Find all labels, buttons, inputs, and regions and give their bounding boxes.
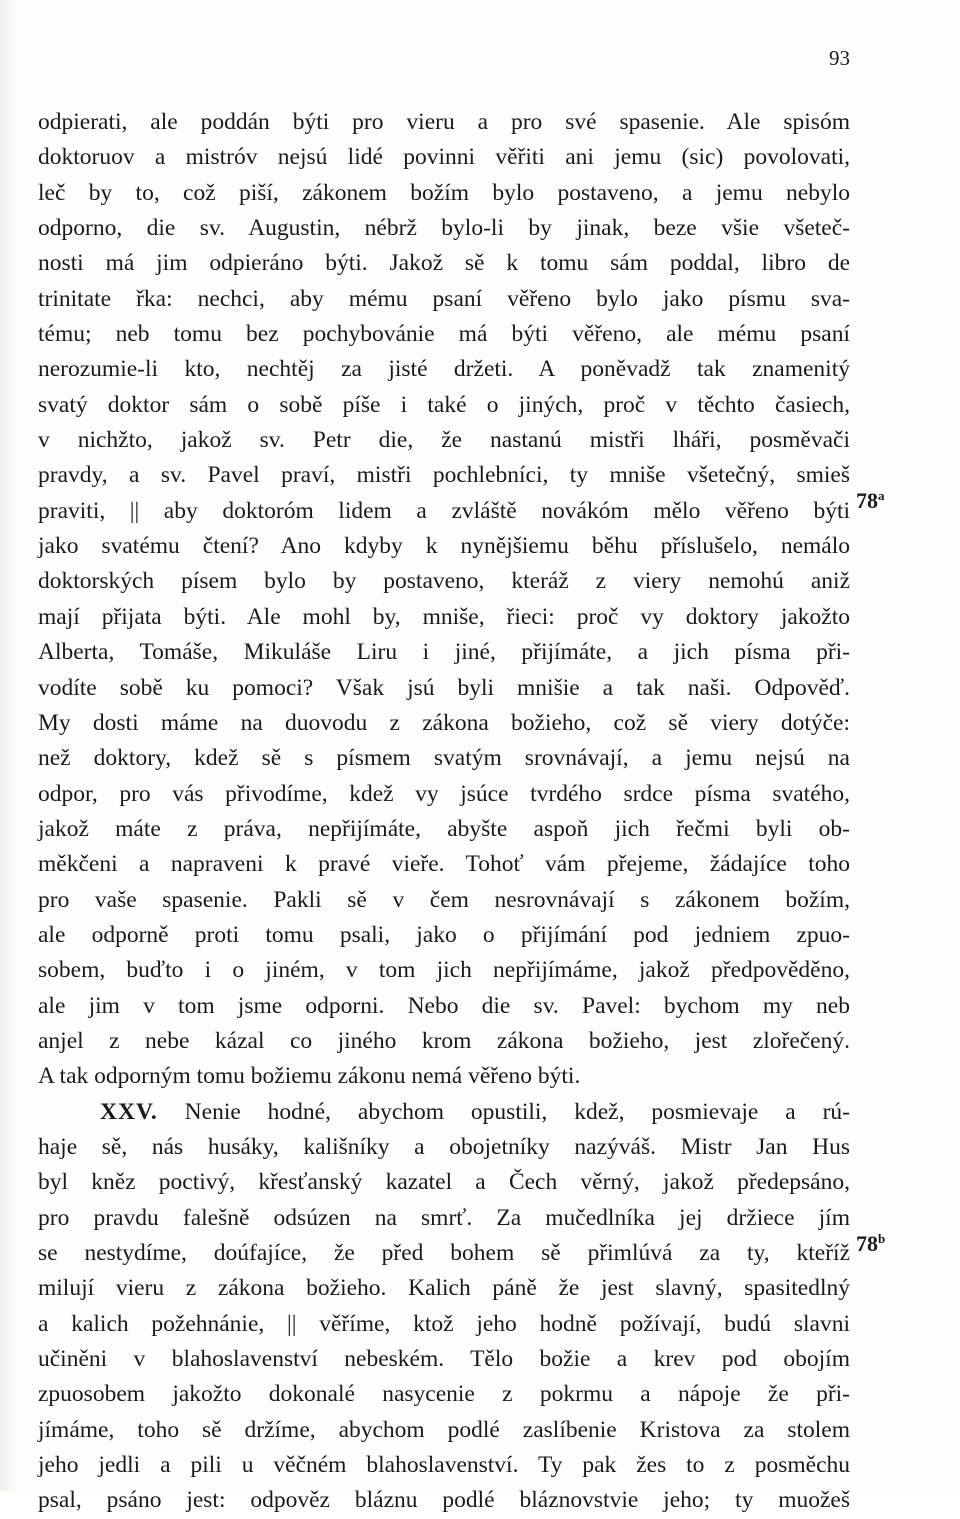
text-line (38, 1095, 850, 1130)
text-line: než doktory, kdež sě s písmem svatým srovnávají, a jemu nejsú na (38, 745, 850, 772)
margin-note-number: 78 (856, 1231, 878, 1256)
text-line: My dosti máme na duovodu z zákona božieho, což sě viery dotýče: (38, 709, 850, 736)
text-line: leč by to, což piší, zákonem božím bylo postaveno, a jemu nebylo (38, 179, 850, 206)
text-line: pro pravdu falešně odsúzen na smrť. Za mučedlníka jej držiece jím (38, 1204, 850, 1231)
text-line: jímáme, toho sě držíme, abychom podlé zaslíbenie Kristova za stolem (38, 1416, 850, 1443)
text-line: jako svatému čtení? Ano kdyby k nynějšiemu běhu příslušelo, nemálo (38, 533, 850, 560)
text-line: pro vaše spasenie. Pakli sě v čem nesrovnávají s zákonem božím, (38, 886, 850, 913)
body-text (38, 105, 850, 1519)
text-line: sobem, buďto i o jiném, v tom jich nepřijímáme, jakož předpověděno, (38, 957, 850, 984)
text-line: mají přijata býti. Ale mohl by, mniše, řieci: proč vy doktory jakožto (38, 603, 850, 630)
text-line: se nestydíme, doúfajíce, že před bohem sě přimlúvá za ty, kteříž (38, 1240, 850, 1266)
text-line: ale jim v tom jsme odporni. Nebo die sv. Pavel: bychom my neb (38, 992, 850, 1019)
text-line: svatý doktor sám o sobě píše i také o jiných, proč v těchto časiech, (38, 391, 850, 418)
text-line: odporno, die sv. Augustin, nébrž bylo-li by jinak, beze všie všeteč- (38, 215, 850, 242)
text-line: odpor, pro vás přivodíme, kdež vy jsúce tvrdého srdce písma svatého, (38, 780, 850, 807)
text-line: učiněni v blahoslavenství nebeském. Tělo božie a krev pod obojím (38, 1346, 850, 1373)
page-edge-shadow (0, 0, 18, 1491)
text-line: a kalich požehnánie, || věříme, ktož jeho hodně požívají, budú slavni (38, 1310, 850, 1337)
text-line-content: Nenie hodné, abychom opustili, kdež, posmievaje a rú- (184, 1098, 850, 1125)
text-line: milují vieru z zákona božieho. Kalich páně že jest slavný, spasitedlný (38, 1275, 850, 1302)
margin-note-78a (856, 484, 885, 513)
text-line: v nichžto, jakož sv. Petr die, že nastanú mistři lháři, posměvači (38, 427, 850, 454)
text-line: haje sě, nás husáky, kališníky a obojetníky nazýváš. Mistr Jan Hus (38, 1133, 850, 1160)
text-line: trinitate řka: nechci, aby mému psaní věřeno bylo jako písmu sva- (38, 285, 850, 312)
text-line: odpierati, ale poddán býti pro vieru a pro své spasenie. Ale spisóm (38, 109, 850, 135)
text-line: ale odporně proti tomu psali, jako o přijímání pod jedniem zpuo- (38, 921, 850, 948)
text-line: nerozumie-li kto, nechtěj za jisté držeti. A poněvadž tak znamenitý (38, 356, 850, 383)
text-line: jakož máte z práva, nepřijímáte, abyšte aspoň jich řečmi byli ob- (38, 815, 850, 842)
text-line: zpuosobem jakožto dokonalé nasycenie z pokrmu a nápoje že při- (38, 1381, 850, 1408)
text-line: tému; neb tomu bez pochybovánie má býti věřeno, ale mému psaní (38, 321, 850, 348)
text-line: byl kněz poctivý, křesťanský kazatel a Čech věrný, jakož předepsáno, (38, 1169, 850, 1196)
margin-note-suffix: a (878, 488, 885, 503)
text-line: nosti má jim odpieráno býti. Jakož sě k tomu sám poddal, libro de (38, 250, 850, 277)
text-line: pravdy, a sv. Pavel praví, mistři pochlebníci, ty mniše všetečný, smieš (38, 462, 850, 489)
section-marker: XXV. (100, 1098, 158, 1125)
margin-note-78b (856, 1227, 885, 1256)
text-line: doktorských písem bylo by postaveno, kteráž z viery nemohú aniž (38, 568, 850, 595)
text-line: A tak odporným tomu božiemu zákonu nemá věřeno býti. (38, 1063, 581, 1090)
text-line: vodíte sobě ku pomoci? Však jsú byli mnišie a tak naši. Odpověď. (38, 674, 850, 701)
text-line: doktoruov a mistróv nejsú lidé povinni věřiti ani jemu (sic) povolovati, (38, 144, 850, 171)
text-line: měkčeni a napraveni k pravé vieře. Tohoť vám přejeme, žádajíce toho (38, 851, 850, 878)
page-number: 93 (829, 46, 850, 70)
text-line: anjel z nebe kázal co jiného krom zákona božieho, jest zlořečený. (38, 1027, 850, 1054)
margin-note-number: 78 (856, 488, 878, 513)
margin-note-suffix: b (878, 1231, 886, 1246)
text-line: psal, psáno jest: odpověz bláznu podlé bláznovstvie jeho; ty muožeš (38, 1487, 850, 1514)
text-line: jeho jedli a pili u věčném blahoslavenství. Ty pak žes to z posměchu (38, 1452, 850, 1479)
text-line: praviti, || aby doktoróm lidem a zvláště novákóm mělo věřeno býti (38, 497, 850, 524)
text-line: Alberta, Tomáše, Mikuláše Liru i jiné, přijímáte, a jich písma při- (38, 639, 850, 666)
